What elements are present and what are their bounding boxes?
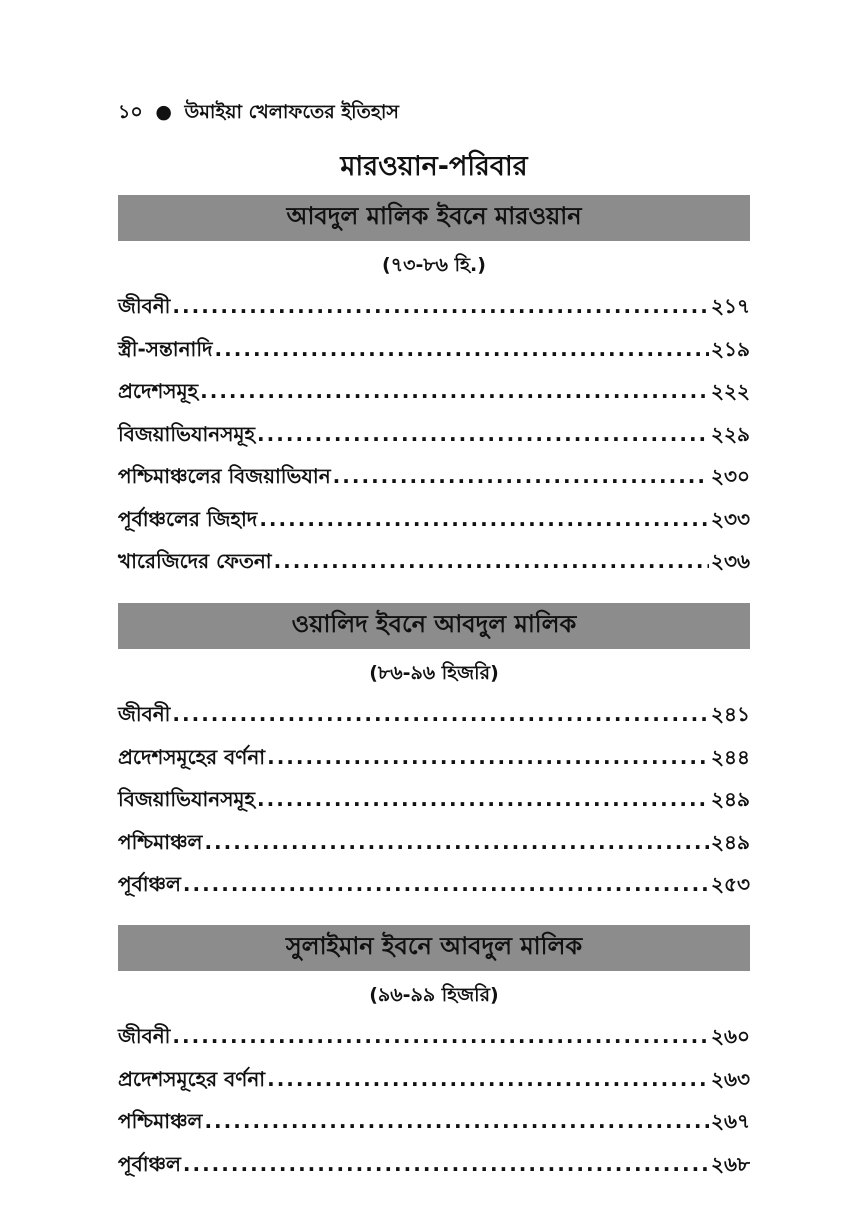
dot-leader <box>274 540 709 583</box>
dot-leader <box>183 1143 709 1186</box>
toc-entry[interactable] <box>118 863 750 906</box>
section-heading: সুলাইমান ইবনে আবদুল মালিক <box>118 925 750 971</box>
toc-entry[interactable] <box>118 1058 750 1101</box>
toc-section <box>118 195 750 583</box>
dot-leader <box>267 736 709 779</box>
toc-entry-page: ২২৯ <box>711 421 750 446</box>
dot-leader <box>257 413 709 456</box>
toc-entry-page: ২৬০ <box>710 1024 750 1048</box>
toc-entry-page: ২৪৪ <box>711 744 750 769</box>
toc-entry[interactable] <box>118 540 750 583</box>
toc-entry[interactable] <box>118 1100 750 1143</box>
toc-entry-page: ২১৯ <box>711 336 750 361</box>
toc-entry[interactable] <box>118 370 750 413</box>
toc-entry-label: বিজয়াভিযানসমূহ <box>118 787 256 811</box>
dot-leader <box>172 285 709 328</box>
dot-leader <box>204 1100 709 1143</box>
toc-entry-page: ২৪৯ <box>711 829 750 854</box>
dot-leader <box>267 1058 709 1101</box>
dot-leader <box>172 693 709 736</box>
toc-entry-label: প্রদেশসমূহের বর্ণনা <box>118 744 266 769</box>
toc-section <box>118 925 750 1185</box>
toc-entry-page: ২৫৩ <box>711 872 750 896</box>
toc-entry-page: ২৩৬ <box>710 549 750 573</box>
toc-entry-page: ২৬৭ <box>710 1109 750 1133</box>
running-header <box>118 98 399 130</box>
toc-entry-label: জীবনী <box>118 294 171 318</box>
toc-entry-label: পশ্চিমাঞ্চলের বিজয়াভিযান <box>118 464 331 488</box>
toc-entry-label: জীবনী <box>118 1024 171 1048</box>
toc-entry-page: ২৩০ <box>710 464 750 488</box>
toc-entry[interactable] <box>118 498 750 541</box>
toc-entry-label: পূর্বাঞ্চল <box>118 872 181 896</box>
dot-leader <box>200 370 709 413</box>
toc-entry[interactable] <box>118 778 750 821</box>
toc-entry-page: ২৪৯ <box>711 787 750 811</box>
toc-entry-label: বিজয়াভিযানসমূহ <box>118 421 256 446</box>
toc-entry[interactable] <box>118 1143 750 1186</box>
toc-entry-label: পশ্চিমাঞ্চল <box>118 1109 203 1133</box>
section-period: (৮৬-৯৬ হিজরি) <box>369 662 499 684</box>
toc-entry-page: ২২২ <box>710 379 750 403</box>
dot-leader <box>204 821 709 864</box>
toc-entry[interactable] <box>118 413 750 456</box>
toc-entry-page: ২৬৩ <box>710 1066 750 1091</box>
toc-entry[interactable] <box>118 328 750 371</box>
page-number: ১০ <box>118 101 143 123</box>
toc-entry-label: স্ত্রী-সন্তানাদি <box>118 336 213 361</box>
toc-entry-label: জীবনী <box>118 702 171 726</box>
dot-leader <box>172 1015 709 1058</box>
toc-entry-page: ২১৭ <box>711 294 750 318</box>
dot-leader <box>333 455 709 498</box>
book-title: উমাইয়া খেলাফতের ইতিহাস <box>184 101 399 123</box>
toc-entry-label: পূর্বাঞ্চল <box>118 1151 181 1176</box>
dot-leader <box>257 778 709 821</box>
toc-entry-label: প্রদেশসমূহ <box>118 379 199 403</box>
bullet-icon: ● <box>155 101 172 123</box>
toc-entry-label: খারেজিদের ফেতনা <box>118 549 272 573</box>
toc-entry[interactable] <box>118 1015 750 1058</box>
toc-entry[interactable] <box>118 736 750 779</box>
toc-entry[interactable] <box>118 285 750 328</box>
section-period: (৯৬-৯৯ হিজরি) <box>369 984 499 1006</box>
part-title: মারওয়ান-পরিবার <box>340 151 528 182</box>
section-heading: ওয়ালিদ ইবনে আবদুল মালিক <box>118 603 750 649</box>
dot-leader <box>215 328 709 371</box>
toc-entry[interactable] <box>118 693 750 736</box>
toc-section <box>118 603 750 906</box>
toc-entry-page: ২৪১ <box>711 702 750 726</box>
dot-leader <box>259 498 709 541</box>
toc-entry-label: প্রদেশসমূহের বর্ণনা <box>118 1066 266 1091</box>
toc-entry-page: ২৬৮ <box>711 1151 750 1176</box>
toc-entry-page: ২৩৩ <box>710 506 750 531</box>
toc-entry-label: পশ্চিমাঞ্চল <box>118 829 203 854</box>
toc-entry-label: পূর্বাঞ্চলের জিহাদ <box>118 506 258 531</box>
toc-entry[interactable] <box>118 821 750 864</box>
section-period: (৭৩-৮৬ হি.) <box>382 254 486 276</box>
dot-leader <box>183 863 709 906</box>
section-heading: আবদুল মালিক ইবনে মারওয়ান <box>118 195 750 241</box>
toc-entry[interactable] <box>118 455 750 498</box>
